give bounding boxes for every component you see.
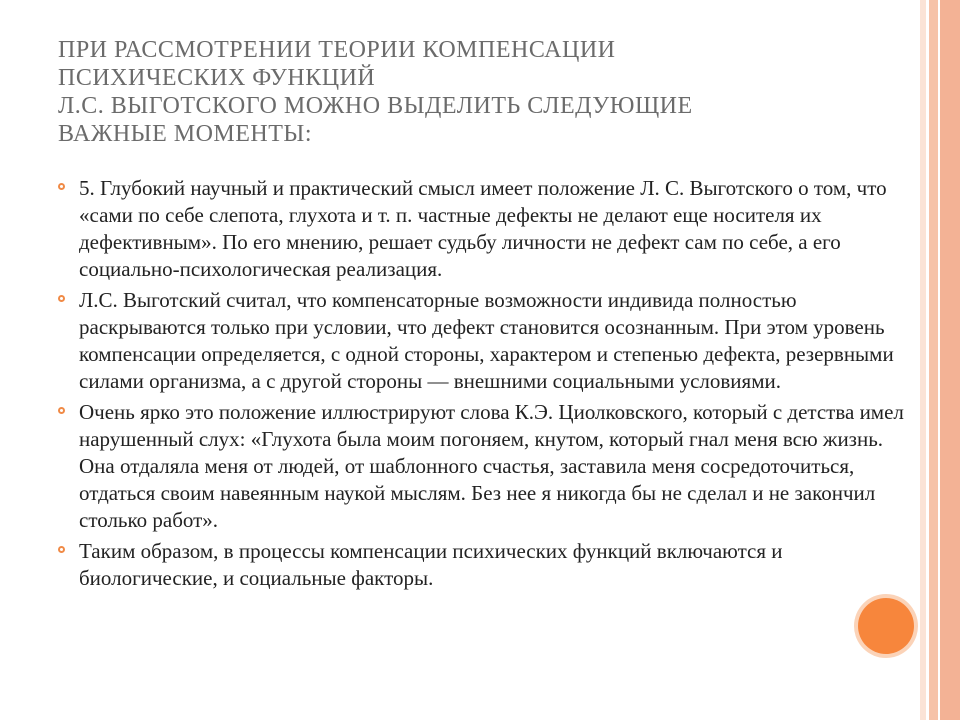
bullet-item — [58, 538, 904, 592]
title-line: Л.С. ВЫГОТСКОГО МОЖНО ВЫДЕЛИТЬ СЛЕДУЮЩИЕ — [58, 93, 693, 119]
slide-title — [58, 36, 878, 148]
bullet-text: Л.С. Выготский считал, что компенсаторные возможности индивида полностью раскрываются только при условии, что дефект становится осознанным. При этом уровень компенсации определяется, с одной стороны, характером и степенью дефекта, резервными силами организма, а с другой стороны — внешними социальными условиями. — [79, 288, 894, 393]
decorative-stripes — [920, 0, 960, 720]
bullet-item — [58, 175, 904, 283]
bullet-item — [58, 399, 904, 534]
title-line: ПСИХИЧЕСКИХ ФУНКЦИЙ — [58, 65, 376, 91]
stripe — [929, 0, 938, 720]
bullet-item — [58, 287, 904, 395]
bullet-text: Очень ярко это положение иллюстрируют слова К.Э. Циолковского, который с детства имел нарушенный слух: «Глухота была моим погоняем, кнутом, который гнал меня всю жизнь. Она отдаляла меня от людей, от шаблонного счастья, заставила меня сосредоточиться, отдаться своим навеянным наукой мыслям. Без нее я никогда бы не сделал и не закончил столько работ». — [79, 400, 904, 532]
bullet-list — [58, 175, 904, 596]
title-line: ВАЖНЫЕ МОМЕНТЫ: — [58, 121, 313, 147]
bullet-text: 5. Глубокий научный и практический смысл имеет положение Л. С. Выготского о том, что «сами по себе слепота, глухота и т. п. частные дефекты не делают еще носителя их дефективным». По его мнению, решает судьбу личности не дефект сам по себе, а его социально-психологическая реализация. — [79, 176, 887, 281]
bullet-circle-icon — [58, 183, 65, 190]
stripe — [940, 0, 960, 720]
bullet-text: Таким образом, в процессы компенсации психических функций включаются и биологические, и социальные факторы. — [79, 539, 783, 590]
bullet-circle-icon — [58, 407, 65, 414]
bullet-circle-icon — [58, 295, 65, 302]
title-line: ПРИ РАССМОТРЕНИИ ТЕОРИИ КОМПЕНСАЦИИ — [58, 37, 616, 63]
bullet-circle-icon — [58, 546, 65, 553]
decorative-circle-icon — [858, 598, 914, 654]
